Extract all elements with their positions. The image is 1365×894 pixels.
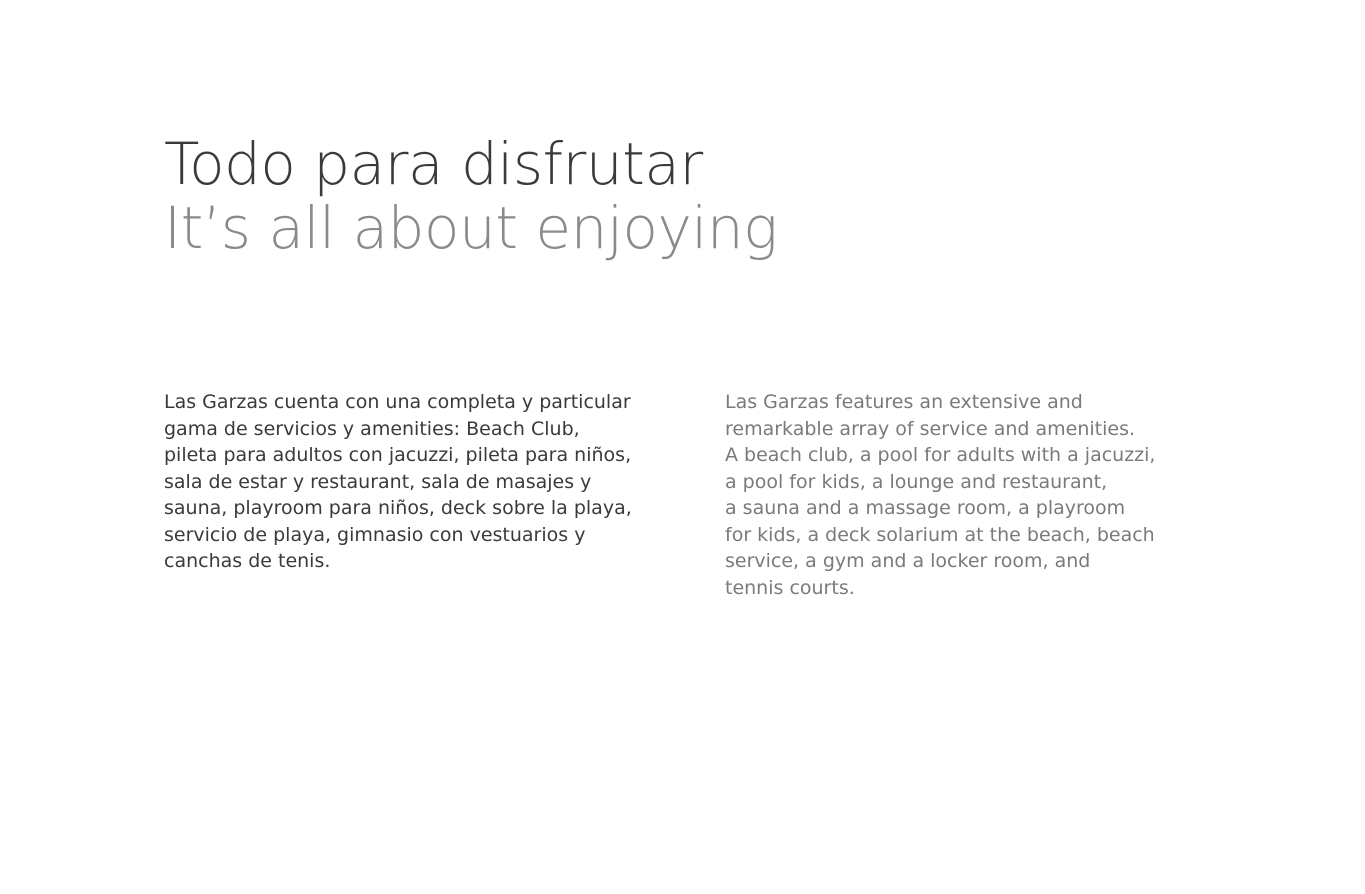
body-text-english: Las Garzas features an extensive and remarkable array of service and amenities. A beach club, a pool for adults with a jacuzzi, a pool for kids, a lounge and restaurant, a sauna and a massage room, a playroom for kids, a deck solarium at the beach, beach service, a gym and a locker room, and tennis courts. bbox=[725, 391, 1156, 599]
body-text-spanish: Las Garzas cuenta con una completa y particular gama de servicios y amenities: Beach Club, pileta para adultos con jacuzzi, pileta para niños, sala de estar y restaurant, sala de masajes y sauna, playroom para niños, deck sobre la playa, servicio de playa, gimnasio con vestuarios y canchas de tenis. bbox=[164, 391, 632, 572]
heading-english: It’s all about enjoying bbox=[164, 194, 778, 262]
heading-spanish: Todo para disfrutar bbox=[164, 130, 703, 198]
page-heading bbox=[164, 132, 777, 260]
